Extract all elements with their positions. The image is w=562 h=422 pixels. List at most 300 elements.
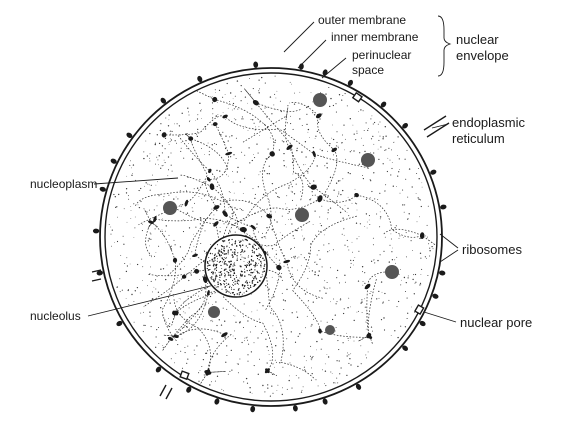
stipple-dot xyxy=(195,120,196,121)
stipple-dot xyxy=(151,326,152,327)
stipple-dot xyxy=(383,251,384,252)
label-outer-membrane: outer membrane xyxy=(318,13,407,27)
nucleolus-dot xyxy=(221,284,222,285)
stipple-dot xyxy=(133,301,134,302)
stipple-dot xyxy=(165,231,166,232)
stipple-dot xyxy=(143,325,144,326)
stipple-dot xyxy=(268,289,269,290)
stipple-dot xyxy=(225,136,226,137)
nucleolus-dot xyxy=(260,277,261,278)
stipple-dot xyxy=(156,157,157,158)
stipple-dot xyxy=(357,210,358,211)
stipple-dot xyxy=(367,228,368,229)
stipple-dot xyxy=(336,277,337,278)
stipple-dot xyxy=(354,133,355,134)
stipple-dot xyxy=(209,154,210,155)
stipple-dot xyxy=(303,164,304,165)
stipple-dot xyxy=(245,126,246,127)
stipple-dot xyxy=(179,125,180,126)
stipple-dot xyxy=(143,151,144,152)
endoplasmic-reticulum-stubs xyxy=(92,116,449,399)
nucleolus-dot xyxy=(220,280,221,281)
stipple-dot xyxy=(348,250,349,251)
stipple-dot xyxy=(270,138,271,139)
stipple-dot xyxy=(119,278,120,279)
stipple-dot xyxy=(348,338,349,339)
stipple-dot xyxy=(291,331,292,332)
stipple-dot xyxy=(183,311,184,312)
stipple-dot xyxy=(235,96,236,97)
nucleolus-dot xyxy=(236,277,237,278)
stipple-dot xyxy=(250,332,251,333)
stipple-dot xyxy=(338,147,339,148)
nucleolus-dot xyxy=(224,273,225,274)
stipple-dot xyxy=(259,121,260,122)
nucleolus-dot xyxy=(213,280,214,281)
label-nuclear: nuclear xyxy=(456,32,499,47)
stipple-dot xyxy=(336,360,337,361)
nucleolus-dot xyxy=(236,275,237,276)
stipple-dot xyxy=(258,231,259,232)
nucleolus-dot xyxy=(251,269,253,271)
stipple-dot xyxy=(375,276,376,277)
stipple-dot xyxy=(145,141,146,142)
stipple-dot xyxy=(186,133,187,134)
stipple-dot xyxy=(418,197,419,198)
stipple-dot xyxy=(261,216,262,217)
nucleolus-dot xyxy=(242,257,243,258)
nucleolus-dot xyxy=(214,269,215,270)
chromatin-body xyxy=(385,265,399,279)
stipple-dot xyxy=(212,338,213,339)
stipple-dot xyxy=(224,337,225,338)
stipple-dot xyxy=(200,223,201,224)
stipple-dot xyxy=(299,92,300,93)
stipple-dot xyxy=(327,251,328,252)
stipple-dot xyxy=(275,345,276,346)
stipple-dot xyxy=(353,125,354,126)
stipple-dot xyxy=(188,111,189,112)
stipple-dot xyxy=(192,159,193,160)
nucleolus-dot xyxy=(251,260,252,261)
nucleolus-dot xyxy=(215,264,216,265)
nucleolus-dot xyxy=(244,251,245,252)
stipple-dot xyxy=(315,271,316,272)
nucleolus-dot xyxy=(230,249,232,251)
stipple-dot xyxy=(392,248,393,249)
stipple-dot xyxy=(238,372,239,373)
stipple-dot xyxy=(415,274,416,275)
ribosome xyxy=(250,406,255,413)
stipple-dot xyxy=(219,231,220,232)
stipple-dot xyxy=(291,184,292,185)
stipple-dot xyxy=(389,245,390,246)
stipple-dot xyxy=(371,191,372,192)
stipple-dot xyxy=(332,373,333,374)
nucleolus-dot xyxy=(232,284,233,285)
stipple-dot xyxy=(346,375,347,376)
stipple-dot xyxy=(325,93,326,94)
stipple-dot xyxy=(233,336,234,337)
stipple-dot xyxy=(339,180,340,181)
nucleolus-dot xyxy=(257,282,259,284)
stipple-dot xyxy=(330,207,331,208)
stipple-dot xyxy=(258,90,259,91)
stipple-dot xyxy=(380,218,381,219)
stipple-dot xyxy=(333,105,334,106)
stipple-dot xyxy=(342,178,343,179)
nucleolus-dot xyxy=(264,264,265,265)
stipple-dot xyxy=(249,201,250,202)
nucleolus-dot xyxy=(249,262,250,263)
stipple-dot xyxy=(416,173,417,174)
stipple-dot xyxy=(338,349,339,350)
stipple-dot xyxy=(364,226,365,227)
stipple-dot xyxy=(339,282,340,283)
nucleolus-dot xyxy=(252,277,253,278)
stipple-dot xyxy=(285,224,286,225)
nucleolus-dot xyxy=(252,280,253,281)
stipple-dot xyxy=(167,265,168,266)
stipple-dot xyxy=(226,174,227,175)
nuclear-pores xyxy=(180,93,423,379)
stipple-dot xyxy=(158,164,159,165)
nucleolus-dot xyxy=(240,240,241,241)
stipple-dot xyxy=(124,263,125,264)
nucleolus-dot xyxy=(248,263,249,264)
nucleolus-dot xyxy=(258,255,259,256)
stipple-dot xyxy=(325,385,326,386)
stipple-dot xyxy=(366,357,367,358)
stipple-dot xyxy=(237,167,238,168)
stipple-dot xyxy=(356,133,357,134)
stipple-dot xyxy=(280,232,281,233)
stipple-dot xyxy=(400,284,401,285)
stipple-dot xyxy=(168,195,169,196)
stipple-dot xyxy=(154,287,155,288)
stipple-dot xyxy=(242,116,243,117)
stipple-dot xyxy=(324,280,325,281)
stipple-dot xyxy=(318,122,319,123)
chromatin-thread xyxy=(320,195,437,246)
stipple-dot xyxy=(195,227,196,228)
stipple-dot xyxy=(350,173,351,174)
stipple-dot xyxy=(365,354,366,355)
stipple-dot xyxy=(309,186,310,187)
stipple-dot xyxy=(123,236,124,237)
nucleolus-dot xyxy=(251,259,252,260)
stipple-dot xyxy=(181,206,182,207)
stipple-dot xyxy=(419,216,420,217)
stipple-dot xyxy=(210,296,211,297)
stipple-dot xyxy=(324,235,325,236)
stipple-dot xyxy=(157,159,158,160)
stipple-dot xyxy=(350,267,351,268)
stipple-dot xyxy=(302,125,303,126)
stipple-dot xyxy=(160,269,161,270)
stipple-dot xyxy=(373,144,374,145)
stipple-dot xyxy=(320,92,321,93)
stipple-dot xyxy=(372,136,373,137)
nucleolus-dot xyxy=(231,244,232,245)
stipple-dot xyxy=(175,244,176,245)
stipple-dot xyxy=(355,203,356,204)
nucleolus-dot xyxy=(221,249,222,250)
stipple-dot xyxy=(407,298,408,299)
stipple-dot xyxy=(352,242,353,243)
ribosome xyxy=(253,61,258,68)
stipple-dot xyxy=(315,235,316,236)
nucleolus-dot xyxy=(224,257,225,258)
stipple-dot xyxy=(385,184,386,185)
stipple-dot xyxy=(345,205,346,206)
stipple-dot xyxy=(396,186,397,187)
stipple-dot xyxy=(171,249,172,250)
nucleolus-dot xyxy=(232,269,233,270)
stipple-dot xyxy=(311,360,312,361)
stipple-dot xyxy=(220,203,221,204)
stipple-dot xyxy=(273,296,274,297)
stipple-dot xyxy=(152,175,153,176)
stipple-dot xyxy=(379,298,380,299)
stipple-dot xyxy=(172,171,173,172)
stipple-dot xyxy=(383,136,384,137)
stipple-dot xyxy=(150,266,151,267)
stipple-dot xyxy=(290,362,291,363)
stipple-dot xyxy=(228,140,229,141)
stipple-dot xyxy=(312,195,313,196)
stipple-dot xyxy=(298,257,299,258)
chromatin-granule xyxy=(318,328,323,334)
nucleolus-dot xyxy=(241,271,243,273)
stipple-dot xyxy=(364,283,365,284)
chromatin-granule xyxy=(161,132,167,138)
chromatin-body xyxy=(208,306,220,318)
stipple-dot xyxy=(187,213,188,214)
nucleolus-dot xyxy=(257,258,258,259)
nucleolus-dot xyxy=(215,278,216,279)
stipple-dot xyxy=(314,262,315,263)
stipple-dot xyxy=(347,352,348,353)
stipple-dot xyxy=(230,156,231,157)
stipple-dot xyxy=(261,333,262,334)
nucleolus-dot xyxy=(230,271,231,272)
stipple-dot xyxy=(344,150,345,151)
stipple-dot xyxy=(243,316,244,317)
stipple-dot xyxy=(139,207,140,208)
stipple-dot xyxy=(391,238,392,239)
stipple-dot xyxy=(212,304,213,305)
stipple-dot xyxy=(342,234,343,235)
nucleolus-dot xyxy=(218,250,220,252)
stipple-dot xyxy=(282,394,283,395)
nuclear-pore xyxy=(415,305,424,314)
stipple-dot xyxy=(282,216,283,217)
stipple-dot xyxy=(195,295,196,296)
stipple-dot xyxy=(201,109,202,110)
chromatin-granule xyxy=(204,369,212,376)
stipple-dot xyxy=(234,118,235,119)
stipple-dot xyxy=(350,260,351,261)
stipple-dot xyxy=(348,340,349,341)
nucleolus-dot xyxy=(247,283,248,284)
nucleolus-dot xyxy=(221,255,222,256)
stipple-dot xyxy=(393,186,394,187)
stipple-dot xyxy=(182,368,183,369)
leader-perinuclear-space xyxy=(322,58,346,78)
stipple-dot xyxy=(292,186,293,187)
stipple-dot xyxy=(241,118,242,119)
nucleolus-dot xyxy=(225,258,226,259)
stipple-dot xyxy=(257,337,258,338)
stipple-dot xyxy=(214,143,215,144)
stipple-dot xyxy=(327,167,328,168)
stipple-dot xyxy=(184,347,185,348)
stipple-dot xyxy=(131,175,132,176)
stipple-dot xyxy=(400,326,401,327)
stipple-dot xyxy=(270,360,271,361)
chromatin-body xyxy=(361,153,375,167)
stipple-dot xyxy=(314,274,315,275)
nucleolus-dot xyxy=(252,247,253,248)
stipple-dot xyxy=(128,199,129,200)
stipple-dot xyxy=(219,319,220,320)
stipple-dot xyxy=(419,284,420,285)
stipple-dot xyxy=(193,234,194,235)
chromatin-granule xyxy=(221,210,228,218)
stipple-dot xyxy=(282,140,283,141)
stipple-dot xyxy=(184,266,185,267)
nucleolus-dot xyxy=(220,265,221,266)
stipple-dot xyxy=(276,234,277,235)
stipple-dot xyxy=(126,298,127,299)
stipple-dot xyxy=(144,186,145,187)
stipple-dot xyxy=(309,268,310,269)
nucleolus-dot xyxy=(252,272,253,273)
stipple-dot xyxy=(271,310,272,311)
stipple-dot xyxy=(291,248,292,249)
nucleolus-dot xyxy=(246,266,247,267)
stipple-dot xyxy=(156,336,157,337)
stipple-dot xyxy=(306,156,307,157)
stipple-dot xyxy=(330,372,331,373)
stipple-dot xyxy=(380,136,381,137)
chromatin-thread xyxy=(197,91,274,233)
nucleolus-dot xyxy=(248,288,250,290)
stipple-dot xyxy=(358,311,359,312)
stipple-dot xyxy=(272,363,273,364)
stipple-dot xyxy=(417,221,418,222)
stipple-dot xyxy=(316,350,317,351)
nucleolus-dot xyxy=(244,258,245,259)
nucleolus-dot xyxy=(222,258,223,259)
stipple-dot xyxy=(233,315,234,316)
stipple-dot xyxy=(248,130,249,131)
stipple-dot xyxy=(293,129,294,130)
stipple-dot xyxy=(308,266,309,267)
stipple-dot xyxy=(321,338,322,339)
stipple-dot xyxy=(297,148,298,149)
nucleolus-dot xyxy=(210,253,211,254)
stipple-dot xyxy=(250,94,251,95)
stipple-dot xyxy=(286,195,287,196)
stipple-dot xyxy=(370,197,371,198)
stipple-dot xyxy=(395,263,396,264)
nucleolus-dot xyxy=(223,241,224,242)
stipple-dot xyxy=(306,360,307,361)
stipple-dot xyxy=(350,364,351,365)
stipple-dot xyxy=(140,292,141,293)
stipple-dot xyxy=(130,206,131,207)
stipple-dot xyxy=(336,183,337,184)
stipple-dot xyxy=(350,151,351,152)
nucleolus-dot xyxy=(234,284,235,285)
stipple-dot xyxy=(391,234,392,235)
stipple-dot xyxy=(295,342,296,343)
stipple-dot xyxy=(156,329,157,330)
nucleolus-dot xyxy=(227,271,228,272)
stipple-dot xyxy=(336,200,337,201)
stipple-dot xyxy=(308,300,309,301)
stipple-dot xyxy=(353,260,354,261)
stipple-dot xyxy=(175,329,176,330)
stipple-dot xyxy=(155,144,156,145)
nucleolus-dot xyxy=(232,254,234,256)
nucleolus-dot xyxy=(230,266,231,267)
stipple-dot xyxy=(348,172,349,173)
chromatin-granule xyxy=(225,151,233,156)
stipple-dot xyxy=(373,260,374,261)
stipple-dot xyxy=(269,166,270,167)
stipple-dot xyxy=(197,314,198,315)
nucleolus-dot xyxy=(244,261,245,262)
nucleolus-dot xyxy=(228,250,229,251)
stipple-dot xyxy=(345,159,346,160)
stipple-dot xyxy=(148,240,149,241)
stipple-dot xyxy=(325,371,326,372)
stipple-dot xyxy=(421,182,422,183)
stipple-dot xyxy=(399,238,400,239)
nucleolus-dot xyxy=(225,268,226,269)
stipple-dot xyxy=(134,322,135,323)
stipple-dot xyxy=(406,232,407,233)
label-perinuclear: perinuclear xyxy=(352,48,412,62)
stipple-dot xyxy=(372,331,373,332)
stipple-dot xyxy=(305,164,306,165)
stipple-dot xyxy=(131,210,132,211)
stipple-dot xyxy=(235,316,236,317)
nucleolus-dot xyxy=(226,253,227,254)
stipple-dot xyxy=(403,237,404,238)
stipple-dot xyxy=(234,330,235,331)
stipple-dot xyxy=(147,285,148,286)
nucleolus-dot xyxy=(250,263,252,265)
ribosome xyxy=(439,270,446,276)
stipple-dot xyxy=(384,329,385,330)
nucleolus-dot xyxy=(218,252,219,253)
leader-ribosome-2 xyxy=(440,250,458,262)
stipple-dot xyxy=(168,169,169,170)
stipple-dot xyxy=(128,304,129,305)
stipple-dot xyxy=(216,116,217,117)
stipple-dot xyxy=(351,263,352,264)
stipple-dot xyxy=(113,194,114,195)
stipple-dot xyxy=(202,319,203,320)
stipple-dot xyxy=(149,210,150,211)
nucleolus-dot xyxy=(217,282,218,283)
nucleolus-dot xyxy=(261,263,262,264)
stipple-dot xyxy=(261,77,262,78)
